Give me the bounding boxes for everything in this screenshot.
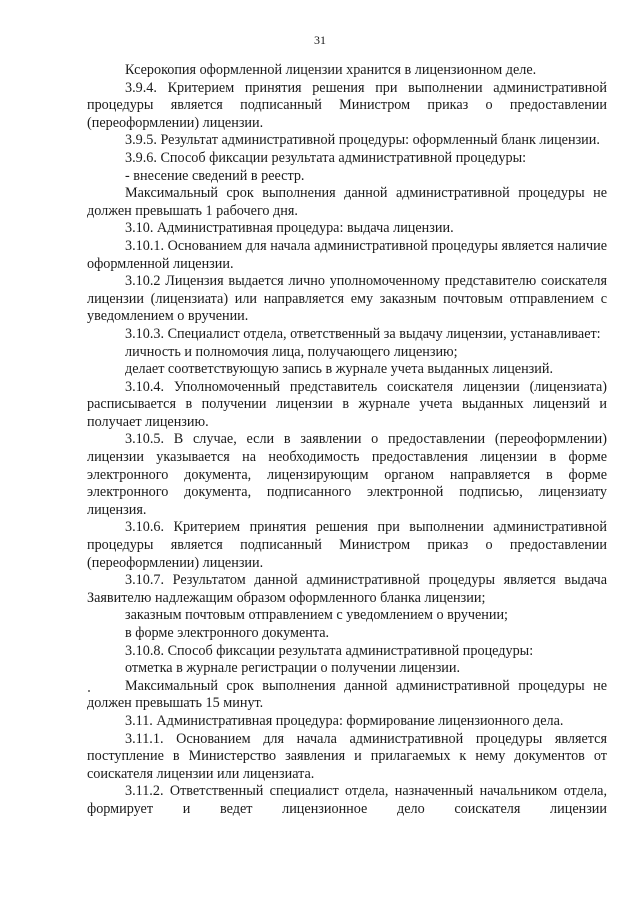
paragraph: личность и полномочия лица, получающего лицензию; [125,343,458,360]
paragraph: Максимальный срок выполнения данной административной процедуры не должен превышать 15 минут. [87,677,607,712]
paragraph: 3.9.5. Результат административной процедуры: оформленный бланк лицензии. [125,132,600,149]
paragraph: 3.10. Административная процедура: выдача лицензии. [125,220,454,237]
paragraph: Максимальный срок выполнения данной административной процедуры не должен превышать 1 рабочего дня. [87,185,607,219]
document-body [87,62,607,819]
paragraph: 3.9.6. Способ фиксации результата административной процедуры: [125,149,527,166]
paragraph: 3.11. Административная процедура: формирование лицензионного дела. [125,712,564,729]
page-number: 31 [314,33,326,47]
paragraph: - внесение сведений в реестр. [125,167,305,184]
paragraph: заказным почтовым отправлением с уведомлением о вручении; [125,607,508,624]
paragraph: 3.10.1. Основанием для начала административной процедуры является наличие оформленной лицензии. [87,237,607,272]
paragraph: 3.10.6. Критерием принятия решения при выполнении административной процедуры является подписанный Министром приказ о предоставлении (переоформлении) лицензии. [87,519,607,571]
paragraph: 3.9.4. Критерием принятия решения при выполнении административной процедуры является подписанный Министром приказ о предоставлении (переоформлении) лицензии. [87,79,607,131]
scan-speck [88,690,90,692]
paragraph: 3.11.2. Ответственный специалист отдела, назначенный начальником отдела, формирует и ведет лицензионное дело соискателя лицензии [87,783,607,817]
paragraph: отметка в журнале регистрации о получении лицензии. [125,660,461,677]
paragraph: 3.10.3. Специалист отдела, ответственный за выдачу лицензии, устанавливает: [125,325,601,342]
paragraph: делает соответствующую запись в журнале учета выданных лицензий. [125,361,554,378]
paragraph: 3.10.5. В случае, если в заявлении о предоставлении (переоформлении) лицензии указывается на необходимость предоставления лицензии в форме электронного документа, лицензирующим органом направляется в форме электронного документа, подписанного электронной подписью, лицензиату лицензия. [87,431,607,518]
paragraph: в форме электронного документа. [125,625,330,641]
paragraph: Ксерокопия оформленной лицензии хранится в лицензионном деле. [125,62,537,78]
paragraph: 3.10.7. Результатом данной административной процедуры является выдача Заявителю надлежащим образом оформленного бланка лицензии; [87,572,607,606]
paragraph: 3.10.4. Уполномоченный представитель соискателя лицензии (лицензиата) расписывается в получении лицензии в журнале учета выданных лицензий и получает лицензию. [87,378,607,430]
paragraph: 3.10.8. Способ фиксации результата административной процедуры: [125,642,534,659]
paragraph: 3.11.1. Основанием для начала административной процедуры является поступление в Министерство заявления и прилагаемых к нему документов от соискателя лицензии или лицензиата. [87,730,607,782]
paragraph: 3.10.2 Лицензия выдается лично уполномоченному представителю соискателя лицензии (лицензиата) или направляется ему заказным почтовым отправлением с уведомлением о вручении. [87,273,607,325]
